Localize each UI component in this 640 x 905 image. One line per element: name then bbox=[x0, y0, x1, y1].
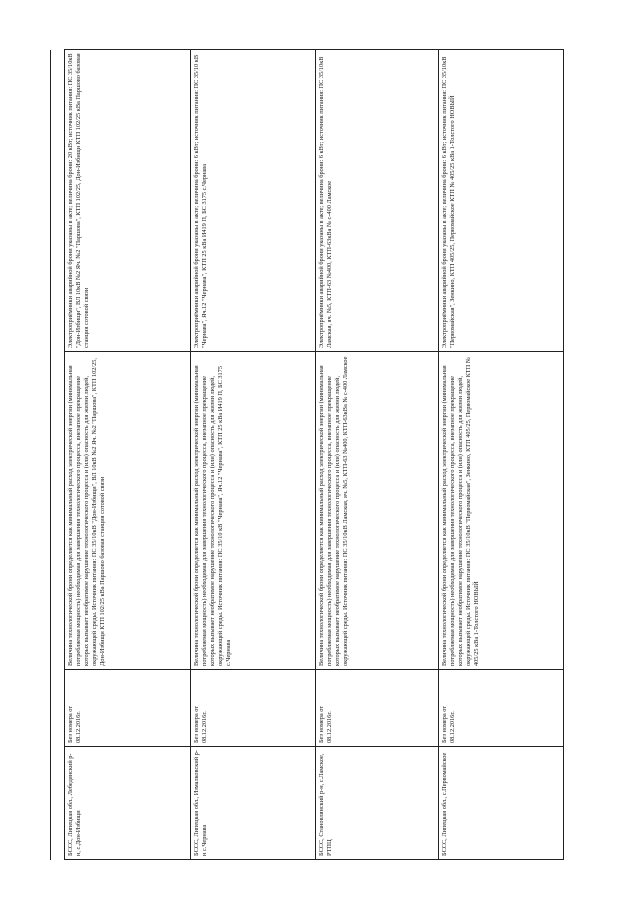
rotated-table-container bbox=[64, 50, 563, 860]
table-row bbox=[316, 50, 439, 860]
table-row bbox=[65, 50, 191, 860]
table-row bbox=[191, 50, 316, 860]
page-margin-rule-left bbox=[50, 50, 51, 860]
location-cell: БССС, Липецкая обл., Измалковский р-н с.Чернава bbox=[191, 747, 316, 860]
document-cell: Без номера от 08.12.2016г. bbox=[439, 670, 564, 747]
reserve-values-cell: Электроприёмники аварийной брони указаны в акте; величина брони: 6 кВт; источник питания: ПС 35/10кВ "Первомайская", Зенкино, КТП 405/25, Первомайское КТП № 405/25 кВа 1-Толстого НОВЫЙ bbox=[439, 50, 564, 352]
document-cell: Без номера от 08.12.2016г. bbox=[65, 670, 191, 747]
reserve-values-cell: Электроприёмники аварийной брони указаны в акте; величина брони: 20 кВт; источник питания: ПС 35/10кВ "Дон-Избищи", ВЛ 10кВ №2 Яч. №2 "Паршова", КТП 102/25, Дон-Избищи КТП 102/25 кВа Паршово базовая станция сотовой связи bbox=[65, 50, 191, 352]
location-cell: БССС, Липецкая обл., Лебедянский р-н, с.Дон-Избищи bbox=[65, 747, 191, 860]
location-cell: БССС, Липецкая обл., с.Первомайское bbox=[439, 747, 564, 860]
table-row bbox=[439, 50, 564, 860]
document-cell: Без номера от 08.12.2016г. bbox=[191, 670, 316, 747]
description-cell: Величина технологической брони определяется как минимальный расход электрической энергии (минимальная потребляемая мощность) необходимая для завершения технологического процесса, внезапное прекращение которых вызывает необратимое нарушение технологического процесса и (или) опасность для жизни людей, окружающей среды. Источник питания: ПС 35/10 кВ "Чернава", Яч.12 "Чернава", КТП 25 кВа И419 П, БС 3175 с.Чернава bbox=[191, 352, 316, 670]
reserve-values-cell: Электроприёмники аварийной брони указаны в акте; величина брони: 6 кВт; источник питания: ПС 35/10 кВ "Чернава", Яч.12 "Чернава", КТП 25 кВа И419 П, БС 3175 с.Чернава bbox=[191, 50, 316, 352]
description-cell: Величина технологической брони определяется как минимальный расход электрической энергии (минимальная потребляемая мощность) необходимая для завершения технологического процесса, внезапное прекращение которых вызывает необратимое нарушение технологического процесса и (или) опасность для жизни людей, окружающей среды. Источник питания: ПС 35/10кВ "Дон-Избищи", ВЛ 10кВ №2 Яч. №2 "Паршова", КТП 102/25, Дон-Избищи КТП 102/25 кВа Паршово базовая станция сотовой связи bbox=[65, 352, 191, 670]
description-cell: Величина технологической брони определяется как минимальный расход электрической энергии (минимальная потребляемая мощность) необходимая для завершения технологического процесса, внезапное прекращение которых вызывает необратимое нарушение технологического процесса и (или) опасность для жизни людей, окружающей среды. Источник питания: ПС 35/10кВ "Первомайская", Зенкино, КТП 405/25, Первомайское КТП № 405/25 кВа 1-Толстого НОВЫЙ bbox=[439, 352, 564, 670]
emergency-reserve-table bbox=[64, 49, 564, 860]
location-cell: БССС, Становлянский р-н, с.Ламское, РТПЦ bbox=[316, 747, 439, 860]
description-cell: Величина технологической брони определяется как минимальный расход электрической энергии (минимальная потребляемая мощность) необходимая для завершения технологического процесса, внезапное прекращение которых вызывает необратимое нарушение технологического процесса и (или) опасность для жизни людей, окружающей среды. Источник питания: ПС 35/10кВ Ламская, яч. №5, КТП-63 №400, КТП-63кВа № с-400 Ламское bbox=[316, 352, 439, 670]
document-cell: Без номера от 08.12.2016г. bbox=[316, 670, 439, 747]
reserve-values-cell: Электроприёмники аварийной брони указаны в акте; величина брони: 6 кВт; источник питания: ПС 35/10кВ Ламская, яч. №5, КТП-63 №400, КТП-63кВа № с-400 Ламское bbox=[316, 50, 439, 352]
